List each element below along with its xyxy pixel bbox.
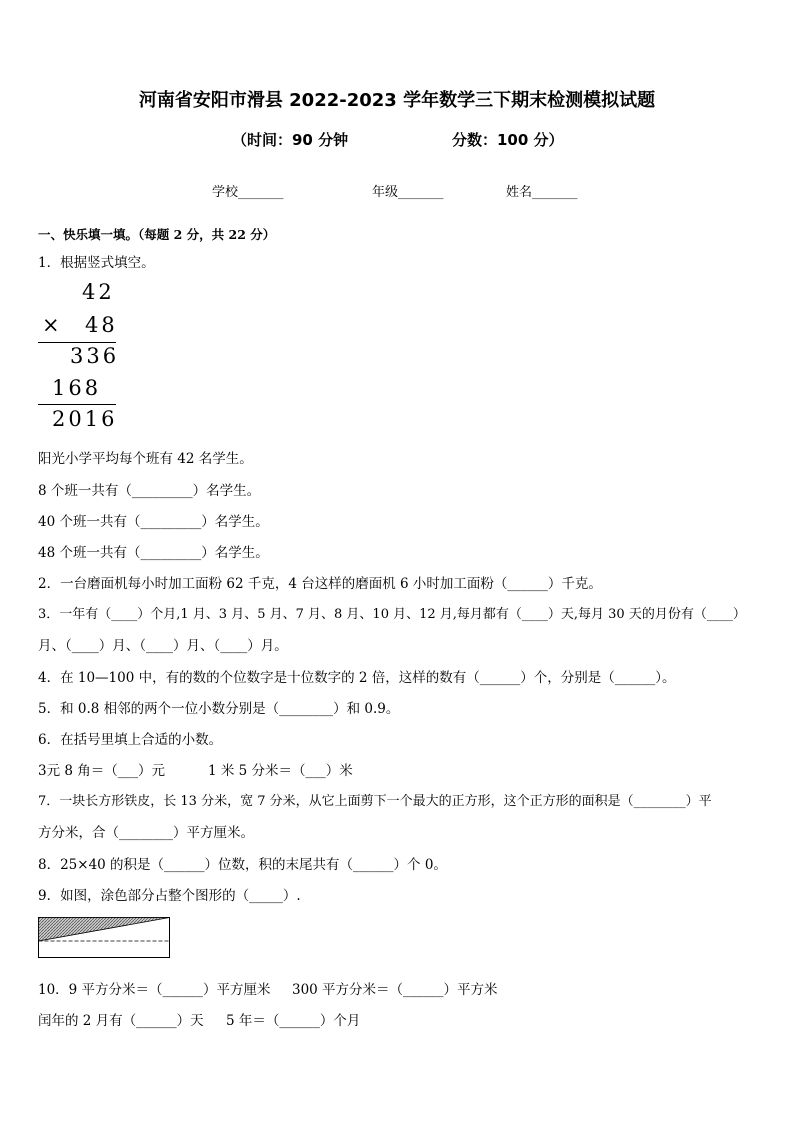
- question-5: 5．和 0.8 相邻的两个一位小数分别是（________）和 0.9。: [38, 701, 400, 717]
- section-heading: 一、快乐填一填。（每题 2 分，共 22 分）: [38, 227, 276, 242]
- calc-partial-2: 168: [52, 376, 102, 400]
- calc-multiplicand: 42: [82, 280, 115, 304]
- question-8: 8．25×40 的积是（______）位数，积的末尾共有（______）个 0。: [38, 857, 447, 873]
- grade-field: 年级_______: [372, 185, 444, 200]
- question-7-cont: 方分米，合（________）平方厘米。: [38, 825, 254, 841]
- calc-product: 2016: [52, 407, 118, 431]
- question-10d: 5 年＝（______）个月: [226, 1013, 361, 1029]
- q6-blank-a: 3元 8 角＝（___）元: [38, 763, 166, 779]
- q6-blank-b: 1 米 5 分米＝（___）米: [208, 763, 353, 779]
- question-3-cont: 月、（____）月、（____）月、（____）月。: [38, 638, 288, 654]
- question-9: 9．如图，涂色部分占整个图形的（_____）.: [38, 888, 301, 904]
- q1-intro: 阳光小学平均每个班有 42 名学生。: [38, 451, 253, 467]
- question-4: 4．在 10—100 中，有的数的个位数字是十位数字的 2 倍，这样的数有（______）个，分别是（______）。: [38, 670, 676, 686]
- question-7: 7．一块长方形铁皮，长 13 分米，宽 7 分米，从它上面剪下一个最大的正方形，这个正方形的面积是（________）平: [38, 794, 712, 809]
- question-3: 3．一年有（____）个月,1 月、3 月、5 月、7 月、8 月、10 月、12 月,每月都有（____）天,每月 30 天的月份有（____）: [38, 607, 746, 622]
- question-10a: 10．9 平方分米＝（______）平方厘米: [38, 982, 271, 998]
- q1-blank-c: 48 个班一共有（_________）名学生。: [38, 545, 269, 561]
- calc-rule-2: [38, 404, 116, 405]
- page-title: 河南省安阳市滑县 2022-2023 学年数学三下期末检测模拟试题: [138, 90, 656, 111]
- question-1: 1．根据竖式填空。: [38, 255, 155, 271]
- calc-rule-1: [38, 342, 116, 343]
- school-field: 学校_______: [212, 185, 284, 200]
- q1-blank-b: 40 个班一共有（_________）名学生。: [38, 514, 269, 530]
- q1-blank-a: 8 个班一共有（_________）名学生。: [38, 483, 261, 499]
- question-6: 6．在括号里填上合适的小数。: [38, 732, 223, 748]
- exam-time: （时间：90 分钟: [232, 131, 349, 149]
- question-10c: 闰年的 2 月有（______）天: [38, 1013, 204, 1029]
- exam-score: 分数：100 分）: [452, 131, 564, 149]
- calc-multiplier: 48: [85, 313, 118, 337]
- shaded-rectangle-figure: [38, 917, 172, 959]
- question-10b: 300 平方分米＝（______）平方米: [292, 982, 498, 998]
- question-2: 2．一台磨面机每小时加工面粉 62 千克，4 台这样的磨面机 6 小时加工面粉（______）千克。: [38, 576, 602, 592]
- calc-partial-1: 336: [70, 344, 120, 368]
- name-field: 姓名_______: [506, 185, 578, 200]
- calc-operator: ×: [42, 313, 63, 337]
